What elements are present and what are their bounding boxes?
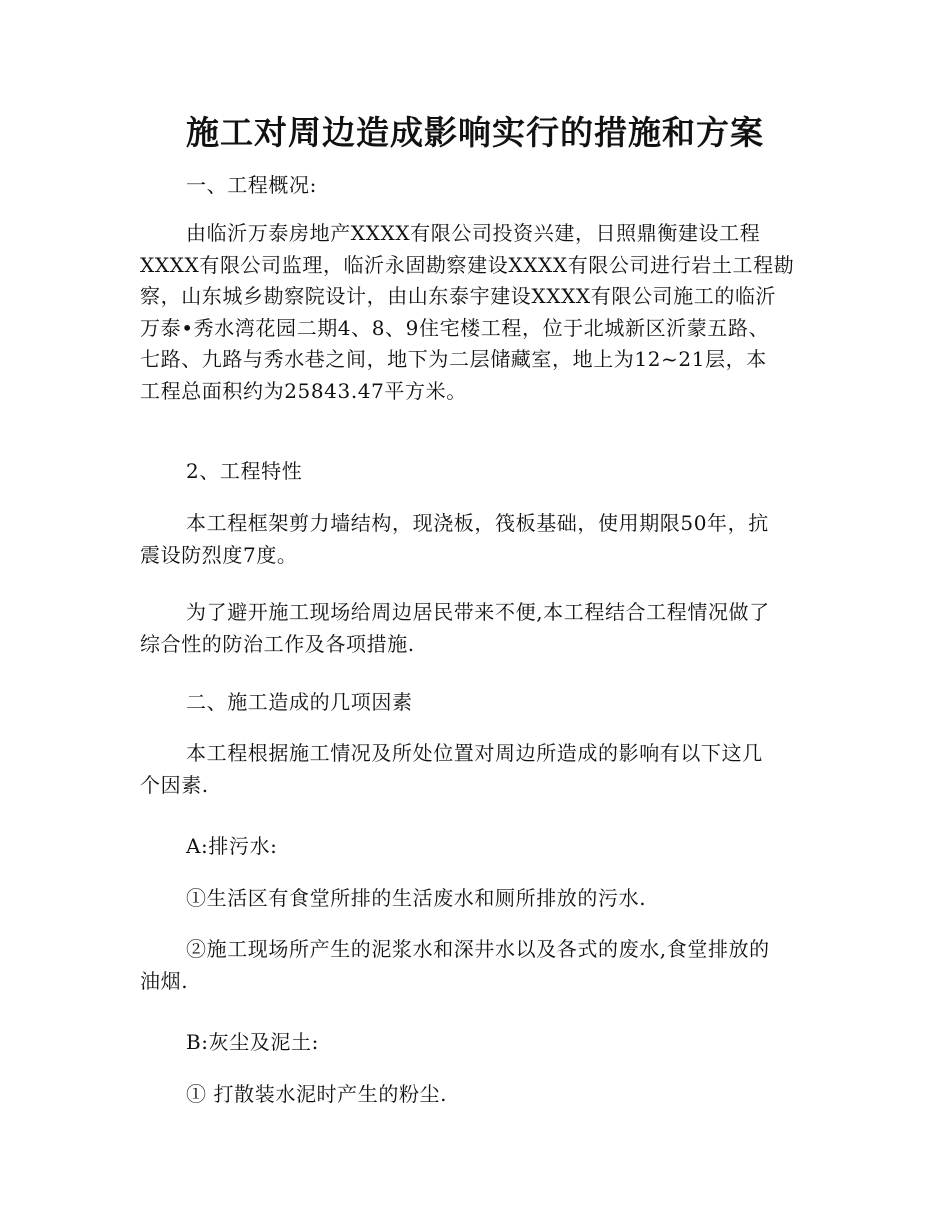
heading-project-overview — [140, 170, 812, 202]
list-item-text: 油烟. — [140, 968, 189, 993]
paragraph-factors — [140, 738, 812, 801]
paragraph-purpose — [140, 597, 812, 660]
paragraph-line: 个因素. — [140, 772, 209, 797]
paragraph-line: 由临沂万泰房地产XXXX有限公司投资兴建，日照鼎衡建设工程 — [186, 221, 761, 245]
heading-text: 二、施工造成的几项因素 — [186, 690, 413, 714]
heading-construction-factors — [140, 687, 812, 719]
heading-text: 一、工程概况: — [186, 173, 317, 197]
section-a-item-1 — [140, 883, 812, 915]
paragraph-line: 震设防烈度7度。 — [140, 542, 298, 567]
paragraph-line: 万泰•秀水湾花园二期4、8、9住宅楼工程，位于北城新区沂蒙五路、 — [140, 315, 770, 340]
section-heading-text: B:灰尘及泥土: — [186, 1030, 319, 1054]
section-b-heading — [140, 1027, 812, 1059]
heading-text: 2、工程特性 — [186, 459, 303, 483]
section-a-item-2 — [140, 934, 812, 997]
paragraph-line: 工程总面积约为25843.47平方米。 — [140, 378, 467, 403]
section-a-heading — [140, 831, 812, 863]
paragraph-line: 察，山东城乡勘察院设计，由山东泰宇建设XXXX有限公司施工的临沂 — [140, 284, 777, 308]
paragraph-line: 七路、九路与秀水巷之间，地下为二层储藏室，地上为12~21层，本 — [140, 347, 767, 371]
paragraph-line: 本工程根据施工情况及所处位置对周边所造成的影响有以下这几 — [186, 741, 763, 765]
list-item-text: ① 打散装水泥时产生的粉尘. — [186, 1082, 448, 1106]
paragraph-line: 本工程框架剪力墙结构，现浇板，筏板基础，使用期限50年，抗 — [186, 511, 769, 535]
paragraph-line: 综合性的防治工作及各项措施. — [140, 631, 415, 656]
section-heading-text: A:排污水: — [186, 834, 278, 858]
list-item-text: ①生活区有食堂所排的生活废水和厕所排放的污水. — [186, 886, 647, 910]
heading-project-features — [140, 456, 812, 488]
section-b-item-1 — [140, 1079, 812, 1111]
list-item-text: ②施工现场所产生的泥浆水和深井水以及各式的废水,食堂排放的 — [186, 937, 770, 961]
paragraph-line: XXXX有限公司监理，临沂永固勘察建设XXXX有限公司进行岩土工程勘 — [140, 252, 795, 277]
document-title: 施工对周边造成影响实行的措施和方案 — [186, 113, 764, 152]
paragraph-project-features — [140, 508, 812, 571]
paragraph-project-overview — [140, 218, 812, 407]
paragraph-line: 为了避开施工现场给周边居民带来不便,本工程结合工程情况做了 — [186, 600, 770, 624]
